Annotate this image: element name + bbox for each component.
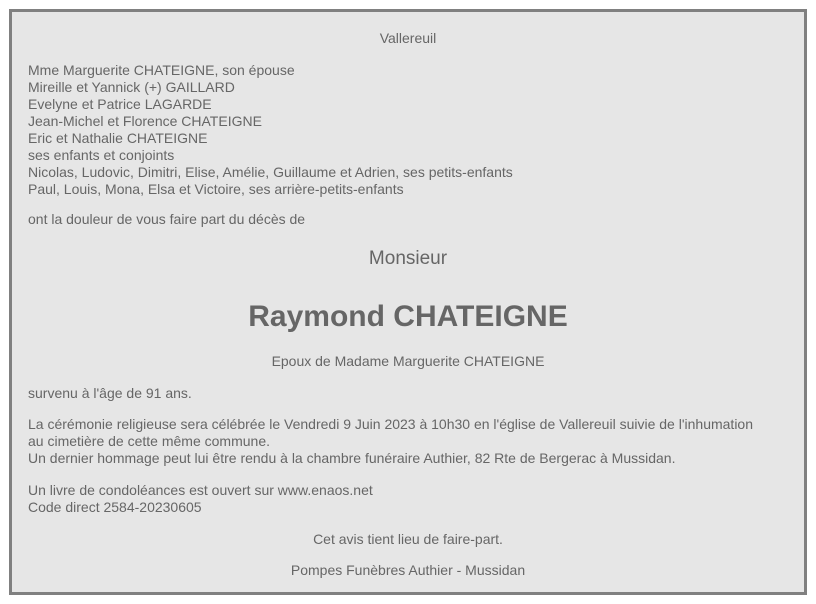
spouse-line: Epoux de Madame Marguerite CHATEIGNE <box>271 353 545 369</box>
ceremony-line: La cérémonie religieuse sera célébrée le Vendredi 9 Juin 2023 à 10h30 en l'église de Vallereuil suivie de l'inhumation <box>28 416 753 432</box>
family-line: Paul, Louis, Mona, Elsa et Victoire, ses arrière-petits-enfants <box>28 181 404 197</box>
family-list <box>28 62 513 198</box>
honorific-title: Monsieur <box>368 248 448 269</box>
family-line: Evelyne et Patrice LAGARDE <box>28 96 212 112</box>
notice-statement: Cet avis tient lieu de faire-part. <box>313 531 503 547</box>
ceremony-line: Un dernier hommage peut lui être rendu à la chambre funéraire Authier, 82 Rte de Bergerac à Mussidan. <box>28 450 676 466</box>
place-name: Vallereuil <box>379 30 437 46</box>
family-line: Mireille et Yannick (+) GAILLARD <box>28 79 235 95</box>
family-line: Jean-Michel et Florence CHATEIGNE <box>28 113 262 129</box>
condolence-line: Un livre de condoléances est ouvert sur www.enaos.net <box>28 482 373 498</box>
condolence-code: Code direct 2584-20230605 <box>28 499 202 515</box>
family-line: Mme Marguerite CHATEIGNE, son épouse <box>28 62 295 78</box>
ceremony-line: au cimetière de cette même commune. <box>28 433 270 449</box>
condolence-book <box>28 482 373 516</box>
ceremony-details <box>28 416 788 467</box>
deceased-name: Raymond CHATEIGNE <box>248 300 568 333</box>
family-line: Nicolas, Ludovic, Dimitri, Elise, Amélie, Guillaume et Adrien, ses petits-enfants <box>28 164 513 180</box>
family-line: ses enfants et conjoints <box>28 147 175 163</box>
funeral-company: Pompes Funèbres Authier - Mussidan <box>290 562 526 578</box>
family-line: Eric et Nathalie CHATEIGNE <box>28 130 208 146</box>
intro-text: ont la douleur de vous faire part du décès de <box>28 211 306 227</box>
age-line: survenu à l'âge de 91 ans. <box>28 385 192 401</box>
obituary-notice <box>9 9 807 595</box>
